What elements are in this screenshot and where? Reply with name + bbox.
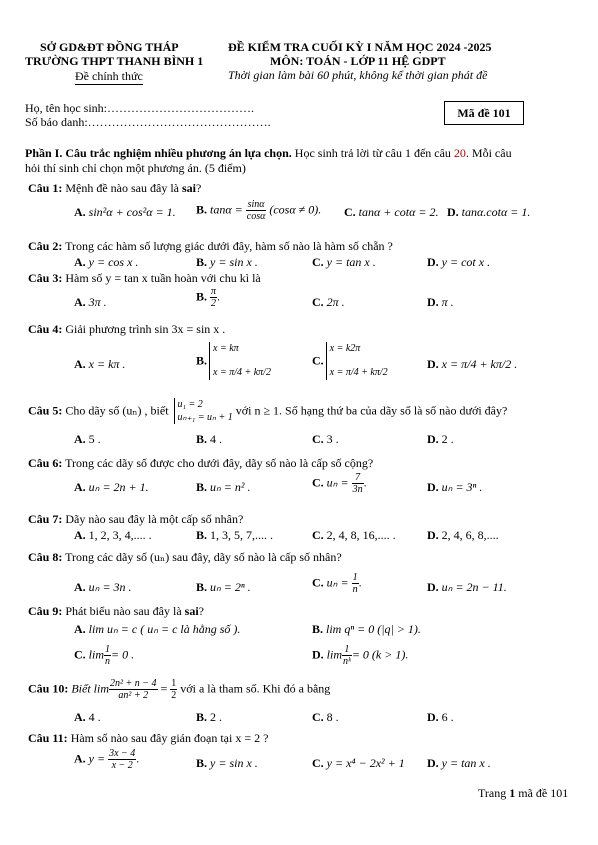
- numerator: 1: [171, 678, 177, 689]
- q-emphasis: sai: [184, 604, 199, 618]
- option-label: B.: [196, 528, 208, 542]
- option-text: y = sin x .: [210, 255, 258, 269]
- solution-line: x = k2π: [329, 343, 361, 354]
- option-label: B.: [196, 289, 208, 304]
- page-number: 1: [509, 786, 516, 800]
- q-text: Trong các dãy số được cho dưới đây, dãy số nào là cấp số cộng?: [62, 456, 374, 470]
- option-label: C.: [312, 295, 324, 309]
- q8-option-b[interactable]: [196, 580, 251, 595]
- option-text: tanα =: [210, 202, 243, 217]
- part1-title: Phần I. Câu trắc nghiệm nhiều phương án lựa chọn.: [25, 146, 292, 160]
- denominator: x − 2: [111, 760, 133, 771]
- q10-option-a[interactable]: [74, 710, 101, 725]
- option-text: x = π/4 + kπ/2 .: [441, 357, 518, 371]
- option-label: C.: [312, 528, 324, 542]
- q11-option-a[interactable]: A. y = $\frac{3x - 4}{x - 2}$ .: [74, 748, 140, 771]
- q9-option-a[interactable]: [74, 622, 240, 637]
- q3-option-c[interactable]: [312, 295, 345, 310]
- option-label: A.: [74, 528, 86, 542]
- q11-option-c[interactable]: [312, 756, 405, 771]
- q-number: Câu 10:: [28, 681, 69, 696]
- option-label: B.: [196, 353, 208, 368]
- exam-code-box: Mã đề 101: [444, 101, 524, 125]
- solution-line: x = kπ: [213, 343, 239, 354]
- denominator: 2: [171, 690, 177, 701]
- numerator: 1: [352, 572, 358, 583]
- page-footer: [478, 786, 568, 801]
- denominator: cosα: [246, 211, 266, 222]
- option-label: B.: [196, 255, 208, 269]
- part1-count: 20: [453, 146, 466, 160]
- fraction: [104, 644, 111, 667]
- numerator: 3x − 4: [109, 748, 136, 759]
- q5-option-a[interactable]: [74, 432, 101, 447]
- option-label: C.: [312, 432, 324, 446]
- q-number: Câu 11:: [28, 731, 68, 745]
- option-label: D.: [427, 756, 439, 770]
- option-label: A.: [74, 751, 86, 766]
- q-end: ?: [198, 604, 204, 618]
- q-number: Câu 3:: [28, 271, 63, 285]
- q1-option-a[interactable]: [74, 205, 176, 220]
- q-text: Cho dãy số (uₙ) , biết: [62, 403, 169, 418]
- numerator: 1: [105, 644, 111, 655]
- option-text: 2π .: [326, 295, 345, 309]
- option-text: lim: [326, 647, 343, 662]
- option-label: C.: [74, 647, 86, 662]
- exam-subject: MÔN: TOÁN - LỚP 11 HỆ GDPT: [270, 54, 446, 68]
- q8-option-d[interactable]: [427, 580, 507, 595]
- option-text: 4 .: [88, 710, 101, 724]
- q7-option-c[interactable]: [312, 528, 396, 543]
- option-text: uₙ = 2n + 1.: [88, 480, 149, 494]
- numerator: 2n² + n − 4: [110, 678, 157, 689]
- option-text: y = sin x .: [210, 756, 258, 770]
- recurrence-system: [174, 398, 233, 424]
- part1-desc-line2: hỏi thí sinh chỉ chọn một phương án. (5 điểm): [25, 161, 246, 175]
- option-label: B.: [196, 480, 208, 494]
- q-text: với n ≥ 1. Số hạng thứ ba của dãy số là số nào dưới đây?: [232, 403, 508, 418]
- q-text: Phát biểu nào sau đây là: [62, 604, 185, 618]
- q10-option-b[interactable]: [196, 710, 222, 725]
- q3-option-d[interactable]: [427, 295, 454, 310]
- solution-line: x = π/4 + kπ/2: [213, 367, 271, 378]
- option-label: C.: [312, 353, 324, 368]
- solution-set: [326, 342, 388, 380]
- fraction: [352, 572, 359, 595]
- option-label: B.: [196, 432, 208, 446]
- fraction: [352, 472, 364, 495]
- q1-option-c[interactable]: [344, 205, 438, 220]
- option-text: = 0 (k > 1).: [351, 647, 409, 662]
- q4-option-d[interactable]: [427, 357, 517, 372]
- denominator: n: [352, 584, 358, 595]
- q-number: Câu 4:: [28, 322, 63, 336]
- option-label: A.: [74, 622, 86, 636]
- option-text: tanα + cotα = 2.: [358, 205, 439, 219]
- q10-option-d[interactable]: [427, 710, 454, 725]
- option-text: 2 .: [441, 432, 454, 446]
- option-text: 1, 3, 5, 7,.... .: [210, 528, 274, 542]
- exam-title: ĐỀ KIỂM TRA CUỐI KỲ I NĂM HỌC 2024 -2025: [228, 40, 492, 54]
- option-label: A.: [74, 432, 86, 446]
- q-text: Hàm số y = tan x tuần hoàn với chu kì là: [62, 271, 261, 285]
- q5-option-d[interactable]: [427, 432, 454, 447]
- option-label: C.: [312, 710, 324, 724]
- q-number: Câu 1:: [28, 181, 63, 195]
- option-text: uₙ =: [326, 575, 349, 590]
- q3-option-b[interactable]: B. $\frac{\pi}{2}$ .: [196, 286, 221, 309]
- q-text: Mệnh đề nào sau đây là: [62, 181, 182, 195]
- dept-name: SỞ GD&ĐT ĐỒNG THÁP: [40, 40, 179, 54]
- question-2: [28, 239, 393, 254]
- option-text: uₙ = 3n .: [88, 580, 132, 594]
- q8-option-a[interactable]: [74, 580, 132, 595]
- q8-option-c[interactable]: C. uₙ = $\frac{1}{n}$ .: [312, 572, 362, 595]
- student-id-field: Số báo danh:……………………………………….: [25, 115, 271, 129]
- option-text: y = tan x .: [441, 756, 491, 770]
- denominator: n: [105, 656, 111, 667]
- exam-time: Thời gian làm bài 60 phút, không kể thời gian phát đề: [228, 68, 488, 82]
- q6-option-b[interactable]: [196, 480, 251, 495]
- q-number: Câu 6:: [28, 456, 63, 470]
- question-1: [28, 181, 201, 196]
- question-10: [28, 678, 330, 701]
- question-8: [28, 550, 342, 565]
- q6-option-d[interactable]: [427, 480, 482, 495]
- q6-option-a[interactable]: [74, 480, 149, 495]
- official-label: Đề chính thức: [75, 69, 143, 83]
- option-label: A.: [74, 480, 86, 494]
- option-label: D.: [427, 710, 439, 724]
- q4-option-a[interactable]: [74, 357, 125, 372]
- part1-desc: Học sinh trả lời từ câu 1 đến câu: [291, 146, 454, 160]
- question-6: [28, 456, 373, 471]
- denominator: an² + 2: [118, 690, 149, 701]
- option-text: uₙ = 3ⁿ .: [441, 480, 483, 494]
- option-text: y = cos x .: [88, 255, 139, 269]
- option-label: C.: [312, 475, 324, 490]
- footer-text: Trang: [478, 786, 510, 800]
- option-label: B.: [196, 710, 208, 724]
- denominator: 2: [211, 298, 217, 309]
- option-text: sin²α + cos²α = 1.: [88, 205, 176, 219]
- question-7: [28, 512, 243, 527]
- option-text: uₙ =: [326, 475, 349, 490]
- option-label: B.: [196, 202, 208, 217]
- denominator: nᵏ: [343, 656, 351, 667]
- part1-heading: [25, 146, 512, 161]
- school-name: TRƯỜNG THPT THANH BÌNH 1: [25, 54, 204, 68]
- equals-sign: =: [160, 681, 168, 696]
- option-label: C.: [312, 255, 324, 269]
- option-text: 4 .: [210, 432, 223, 446]
- option-label: D.: [427, 580, 439, 594]
- question-9: [28, 604, 204, 619]
- option-text: (cosα ≠ 0).: [269, 202, 322, 217]
- solution-line: x = π/4 + kπ/2: [329, 367, 388, 378]
- option-label: D.: [427, 528, 439, 542]
- fraction: [246, 199, 267, 222]
- numerator: sinα: [247, 199, 265, 210]
- question-3: [28, 271, 261, 286]
- option-label: A.: [74, 255, 86, 269]
- question-11: [28, 731, 268, 746]
- option-text: tanα.cotα = 1.: [461, 205, 531, 219]
- q4-option-b[interactable]: [196, 342, 271, 380]
- numerator: π: [211, 286, 217, 297]
- option-label: C.: [312, 575, 324, 590]
- option-label: A.: [74, 357, 86, 371]
- numerator: 1: [342, 644, 352, 656]
- option-label: D.: [427, 357, 439, 371]
- option-label: A.: [74, 580, 86, 594]
- option-label: B.: [196, 756, 208, 770]
- q5-option-c[interactable]: [312, 432, 339, 447]
- q-number: Câu 2:: [28, 239, 63, 253]
- option-text: 6 .: [441, 710, 454, 724]
- option-label: D.: [312, 647, 324, 662]
- option-label: D.: [447, 205, 459, 219]
- q-number: Câu 8:: [28, 550, 63, 564]
- q4-option-c[interactable]: [312, 342, 388, 380]
- option-text: y = x⁴ − 2x² + 1: [326, 756, 405, 770]
- option-label: A.: [74, 295, 86, 309]
- option-text: y = tan x .: [326, 255, 376, 269]
- q2-option-a[interactable]: [74, 255, 138, 270]
- option-text: 1, 2, 3, 4,.... .: [88, 528, 152, 542]
- q3-option-a[interactable]: [74, 295, 107, 310]
- fraction: [108, 748, 136, 771]
- option-text: lim: [88, 647, 105, 662]
- option-text: 3π .: [88, 295, 107, 309]
- fraction: [109, 678, 158, 701]
- q-text: Dãy nào sau đây là một cấp số nhân?: [62, 512, 244, 526]
- option-label: A.: [74, 205, 86, 219]
- option-text: = 0 .: [111, 647, 135, 662]
- q2-option-b[interactable]: [196, 255, 258, 270]
- q5-option-b[interactable]: [196, 432, 222, 447]
- q-text: Trong các dãy số (uₙ) sau đây, dãy số nào là cấp số nhân?: [62, 550, 342, 564]
- q-text: Giải phương trình sin 3x = sin x .: [62, 322, 226, 336]
- option-text: lim qⁿ = 0 (|q| > 1).: [326, 622, 421, 636]
- q9-option-d[interactable]: [312, 644, 408, 667]
- q11-option-b[interactable]: [196, 756, 258, 771]
- option-text: 2 .: [210, 710, 223, 724]
- option-text: 8 .: [326, 710, 339, 724]
- question-4: [28, 322, 225, 337]
- q2-option-c[interactable]: [312, 255, 376, 270]
- denominator: 3n: [352, 484, 363, 495]
- option-text: 5 .: [88, 432, 101, 446]
- numerator: 7: [352, 472, 364, 484]
- q9-option-b[interactable]: [312, 622, 421, 637]
- q6-option-c[interactable]: C. uₙ = $\frac{7}{3n}$ .: [312, 472, 367, 495]
- option-text: lim uₙ = c ( uₙ = c là hằng số ).: [88, 622, 241, 636]
- q-text: Biết lim: [68, 681, 110, 696]
- option-text: y = cot x .: [441, 255, 491, 269]
- q1-option-d[interactable]: [447, 205, 530, 220]
- q7-option-b[interactable]: [196, 528, 273, 543]
- option-label: D.: [427, 255, 439, 269]
- option-text: y =: [88, 751, 106, 766]
- option-text: 2, 4, 8, 16,.... .: [326, 528, 396, 542]
- option-label: B.: [312, 622, 324, 636]
- q1-option-b[interactable]: [196, 199, 321, 222]
- option-text: 2, 4, 6, 8,....: [441, 528, 499, 542]
- student-name-field: Họ, tên học sinh:……………………………….: [25, 101, 254, 115]
- q7-option-a[interactable]: [74, 528, 152, 543]
- q-number: Câu 5:: [28, 403, 63, 418]
- system-line: u₁ = 2: [177, 399, 203, 410]
- fraction: [210, 286, 217, 309]
- q2-option-d[interactable]: [427, 255, 490, 270]
- option-label: A.: [74, 710, 86, 724]
- q9-option-c[interactable]: [74, 644, 134, 667]
- q7-option-d[interactable]: [427, 528, 499, 543]
- q11-option-d[interactable]: [427, 756, 491, 771]
- fraction: [342, 644, 352, 667]
- q-text: Trong các hàm số lượng giác dưới đây, hàm số nào là hàm số chẵn ?: [62, 239, 393, 253]
- q-text: với a là tham số. Khi đó a bằng: [177, 681, 331, 696]
- solution-set: [209, 342, 271, 380]
- system-line: uₙ₊₁ = uₙ + 1: [177, 412, 233, 423]
- option-label: C.: [312, 756, 324, 770]
- q-number: Câu 7:: [28, 512, 63, 526]
- option-text: 3 .: [326, 432, 339, 446]
- option-label: D.: [427, 295, 439, 309]
- option-text: uₙ = n² .: [210, 480, 251, 494]
- option-label: C.: [344, 205, 356, 219]
- option-text: uₙ = 2ⁿ .: [210, 580, 251, 594]
- part1-desc-end: . Mỗi câu: [465, 146, 512, 160]
- question-5: [28, 398, 507, 424]
- option-text: π .: [441, 295, 454, 309]
- option-label: B.: [196, 580, 208, 594]
- option-label: D.: [427, 480, 439, 494]
- q-number: Câu 9:: [28, 604, 63, 618]
- option-text: uₙ = 2n − 11.: [441, 580, 507, 594]
- option-text: x = kπ .: [88, 357, 126, 371]
- q-emphasis: sai: [181, 181, 196, 195]
- q10-option-c[interactable]: [312, 710, 339, 725]
- footer-text: mã đề 101: [515, 786, 569, 800]
- q-text: Hàm số nào sau đây gián đoạn tại x = 2 ?: [67, 731, 269, 745]
- q-end: ?: [196, 181, 202, 195]
- option-label: D.: [427, 432, 439, 446]
